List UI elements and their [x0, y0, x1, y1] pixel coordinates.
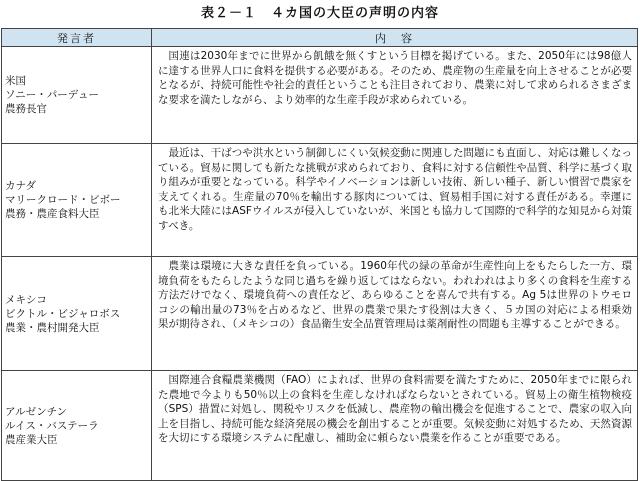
header-speaker: 発言者: [2, 29, 152, 47]
table-row: [2, 371, 638, 481]
statements-table: [1, 28, 638, 481]
statement-text: 最近は、干ばつや洪水という制御しにくい気候変動に関連した問題にも直面し、対応は難しくなっている。貿易に関しても新たな挑戦が求められており、食料に対する信頼性や品質、科学に基づく取り組みが重要となっている。科学やイノベーションは新しい技術、新しい種子、新しい慣習で農家を支えてくれる。生産量の70％を輸出する豚肉については、貿易相手国に対する責任がある。幸運にも北米大陸にはASFウイルスが侵入していないが、米国とも協力して国際的で科学的な知見から対策すべき。: [158, 147, 632, 232]
speaker-country: メキシコ: [5, 293, 47, 306]
speaker-name: マリークロード・ビボー: [5, 194, 121, 206]
speaker-country: カナダ: [5, 180, 36, 192]
speaker-cell: [2, 47, 152, 144]
statement-text: 農業は環境に大きな責任を負っている。1960年代の緑の革命が生産性向上をもたらした一方、環境負荷をもたらしたような同じ過ちを繰り返してはならない。われわれはより多くの食料を生産する方法だけでなく、環境負荷への責任など、あらゆることを喜んで共有する。Ag 5は世界のトウモロコシの輸出量の73％を占めるなど、世界の農業で果たす役割は大きく、５カ国の対応による相乗効果が期待され、（メキシコの）食品衛生安全品質管理局は薬剤耐性の問題も主導することができる。: [158, 260, 632, 331]
speaker-name: ルイス・バステーラ: [5, 419, 99, 432]
speaker-position: 農務・農産食料大臣: [5, 208, 100, 220]
table-title: 表２－１ ４カ国の大臣の声明の内容: [200, 6, 439, 21]
speaker-position: 農業・農村開発大臣: [5, 321, 100, 334]
header-content: 内 容: [152, 29, 638, 47]
speaker-name: ソニー・パーデュー: [5, 89, 99, 101]
content-cell: [152, 371, 638, 481]
speaker-name: ビクトル・ビジャロボス: [5, 307, 121, 320]
statement-text: 国連は2030年までに世界から飢餓を無くすという目標を掲げている。また、2050年には98億人に達する世界人口に食料を提供する必要がある。そのため、農産物の生産量を向上させることが必要となるが、持続可能性や社会的責任ということも注目されており、農業に対して求められるさまざまな要求を満たしながら、より効率的な生産手段が求められている。: [158, 50, 632, 106]
table-header-row: [2, 29, 638, 47]
speaker-cell: [2, 371, 152, 481]
table-row: [2, 257, 638, 371]
content-cell: [152, 47, 638, 144]
table-row: [2, 144, 638, 257]
content-cell: [152, 257, 638, 371]
statement-text: 国際連合食糧農業機関（FAO）によれば、世界の食料需要を満たすために、2050年までに限られた農地で今よりも50％以上の食料を生産しなければならないとされている。貿易上の衛生植物検疫（SPS）措置に対処し、関税やリスクを低減し、農産物の輸出機会を促進することで、農家の収入向上を目指し、持続可能な経済発展の機会を創出することが重要。気候変動に対処するため、天然資源を大切にする環境システムに配慮し、補助金に頼らない農業を作ることが重要である。: [158, 374, 632, 445]
content-cell: [152, 144, 638, 257]
speaker-cell: [2, 144, 152, 257]
table-row: [2, 47, 638, 144]
speaker-cell: [2, 257, 152, 371]
speaker-position: 農産業大臣: [5, 433, 58, 446]
speaker-position: 農務長官: [5, 103, 47, 115]
speaker-country: 米国: [5, 75, 26, 87]
speaker-country: アルゼンチン: [5, 405, 68, 418]
